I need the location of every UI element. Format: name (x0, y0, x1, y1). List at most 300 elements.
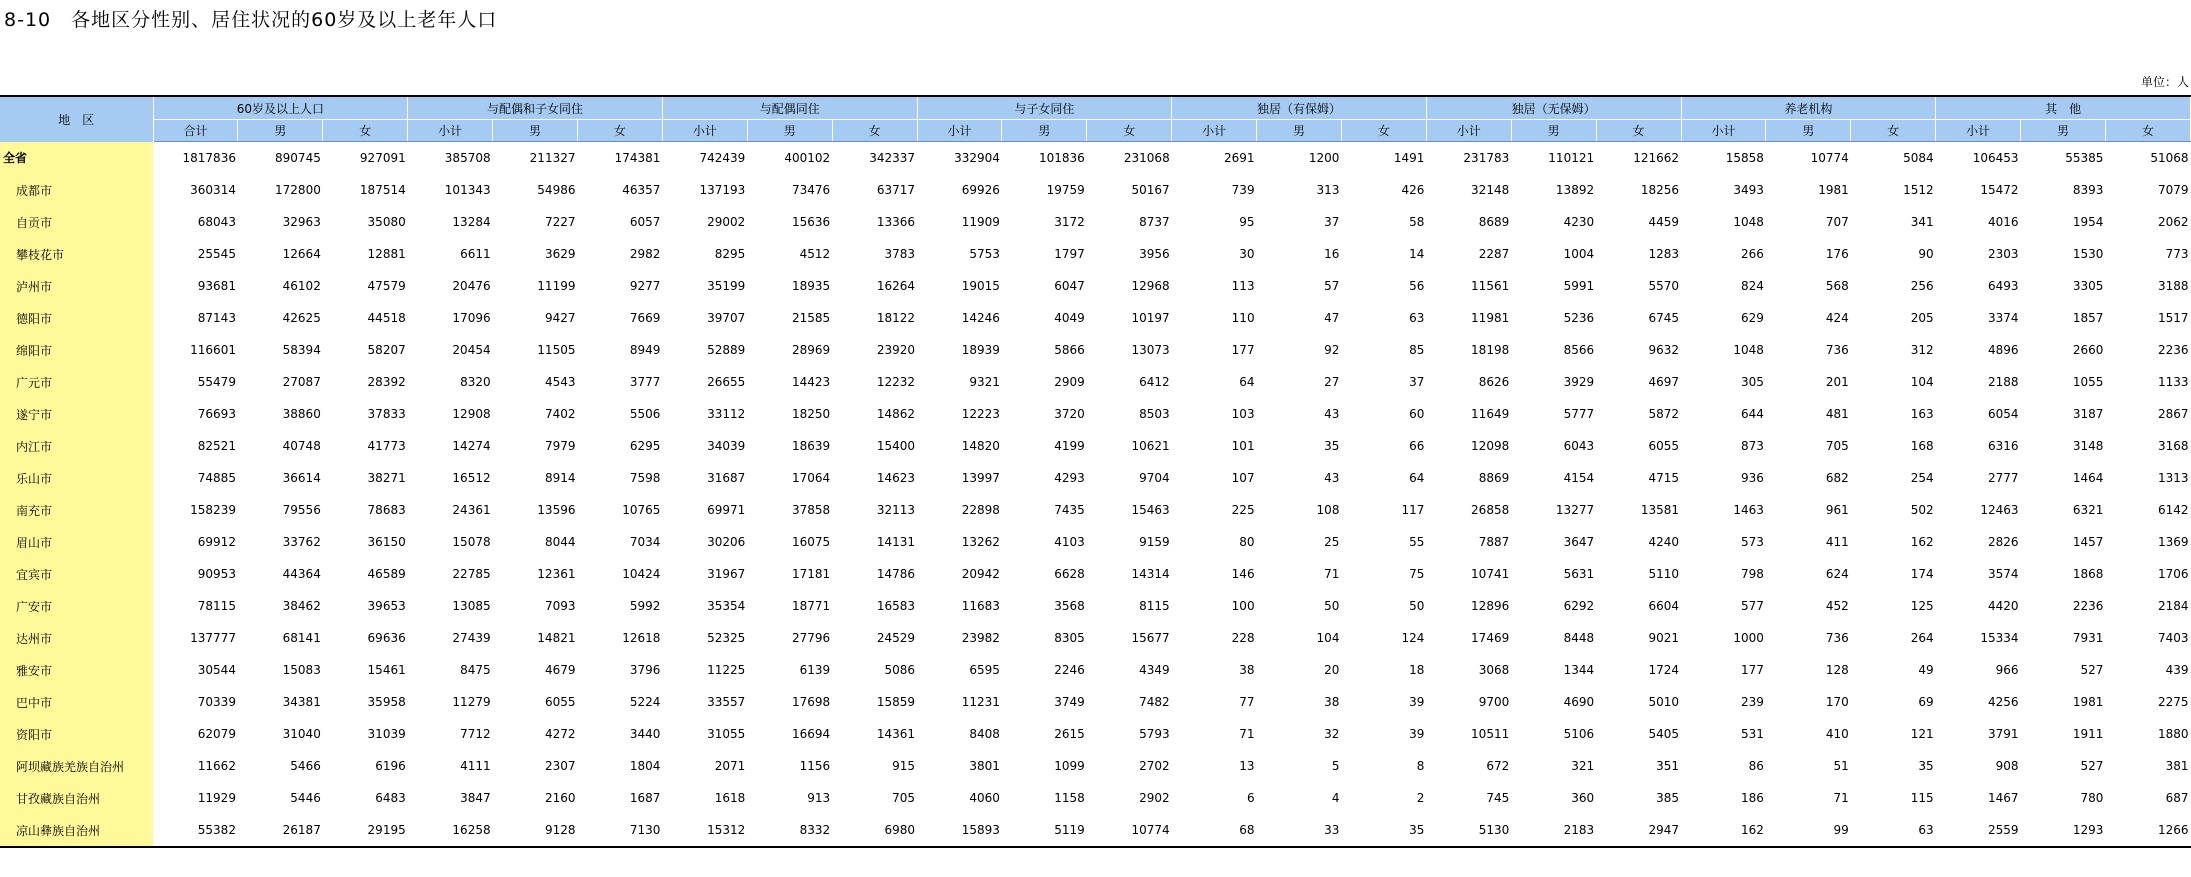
value-cell: 6292 (1563, 599, 1595, 613)
value-cell: 682 (1825, 471, 1849, 485)
value-cell: 86 (1748, 759, 1764, 773)
value-cell: 37 (1409, 375, 1425, 389)
group-header: 独居（有保姆） (1172, 96, 1427, 120)
value-cell: 30 (1239, 247, 1255, 261)
region-cell: 达州市 (0, 622, 153, 654)
value-cell: 1369 (2157, 535, 2189, 549)
sub-header: 男 (493, 120, 578, 142)
value-cell: 12361 (537, 567, 576, 581)
value-cell: 2702 (1139, 759, 1170, 773)
value-cell: 17698 (791, 695, 831, 709)
value-cell: 14820 (961, 439, 1000, 453)
value-cell: 31687 (707, 471, 746, 485)
value-cell: 4060 (969, 791, 1000, 805)
value-cell: 50 (1409, 599, 1425, 613)
value-cell: 1911 (2072, 727, 2104, 741)
value-cell: 20 (1324, 663, 1340, 677)
value-cell: 24361 (452, 503, 491, 517)
value-cell: 15859 (876, 695, 916, 709)
group-header: 与配偶和子女同住 (408, 96, 663, 120)
value-cell: 33557 (707, 695, 746, 709)
region-cell: 成都市 (0, 174, 153, 206)
table-row (0, 750, 2191, 782)
value-cell: 110121 (1548, 151, 1595, 165)
value-cell: 25545 (197, 247, 236, 261)
value-cell: 961 (1825, 503, 1849, 517)
value-cell: 107 (1231, 471, 1255, 485)
value-cell: 410 (1825, 727, 1849, 741)
value-cell: 55479 (197, 375, 236, 389)
value-cell: 14786 (876, 567, 916, 581)
value-cell: 56 (1409, 279, 1425, 293)
value-cell: 14314 (1131, 567, 1170, 581)
value-cell: 13581 (1640, 503, 1680, 517)
value-cell: 2236 (2157, 343, 2189, 357)
value-cell: 6604 (1648, 599, 1680, 613)
value-cell: 75 (1409, 567, 1425, 581)
value-cell: 705 (892, 791, 916, 805)
value-cell: 5405 (1648, 727, 1680, 741)
value-cell: 68043 (197, 215, 236, 229)
value-cell: 1618 (714, 791, 746, 805)
value-cell: 381 (2165, 759, 2189, 773)
value-cell: 128 (1825, 663, 1849, 677)
value-cell: 7669 (629, 311, 661, 325)
value-cell: 3168 (2157, 439, 2189, 453)
value-cell: 2303 (1988, 247, 2019, 261)
value-cell: 101343 (444, 183, 491, 197)
value-cell: 3720 (1054, 407, 1085, 421)
value-cell: 63 (1851, 814, 1936, 847)
value-cell: 12664 (282, 247, 321, 261)
value-cell: 47579 (367, 279, 406, 293)
value-cell: 18198 (1471, 343, 1510, 357)
value-cell: 7712 (460, 727, 491, 741)
value-cell: 13262 (961, 535, 1000, 549)
value-cell: 1099 (1054, 759, 1085, 773)
value-cell: 21585 (791, 311, 831, 325)
value-cell: 231068 (1123, 151, 1170, 165)
value-cell: 8448 (1563, 631, 1595, 645)
value-cell: 23920 (876, 343, 916, 357)
value-cell: 8869 (1478, 471, 1510, 485)
value-cell: 14821 (537, 631, 576, 645)
value-cell: 211327 (529, 151, 576, 165)
value-cell: 1283 (1648, 247, 1680, 261)
value-cell: 162 (1681, 814, 1766, 847)
value-cell: 312 (1910, 343, 1934, 357)
value-cell: 76693 (197, 407, 236, 421)
value-cell: 17181 (791, 567, 831, 581)
value-cell: 7227 (544, 215, 576, 229)
value-cell: 10424 (622, 567, 661, 581)
value-cell: 13073 (1131, 343, 1170, 357)
value-cell: 50 (1324, 599, 1340, 613)
value-cell: 3440 (629, 727, 661, 741)
value-cell: 177 (1231, 343, 1255, 357)
value-cell: 32148 (1471, 183, 1510, 197)
value-cell: 13892 (1555, 183, 1595, 197)
region-cell: 南充市 (0, 494, 153, 526)
value-cell: 38271 (367, 471, 406, 485)
value-cell: 915 (892, 759, 916, 773)
region-cell: 凉山彝族自治州 (0, 814, 153, 847)
value-cell: 10741 (1471, 567, 1510, 581)
value-cell: 6980 (832, 814, 917, 847)
value-cell: 1463 (1733, 503, 1764, 517)
value-cell: 705 (1825, 439, 1849, 453)
value-cell: 2071 (714, 759, 746, 773)
value-cell: 7130 (577, 814, 662, 847)
unit-label: 单位：人 (2140, 75, 2189, 89)
value-cell: 644 (1740, 407, 1764, 421)
value-cell: 27439 (452, 631, 491, 645)
value-cell: 8115 (1139, 599, 1170, 613)
value-cell: 5 (1331, 759, 1340, 773)
value-cell: 104 (1910, 375, 1934, 389)
value-cell: 1156 (799, 759, 831, 773)
table-row (0, 686, 2191, 718)
value-cell: 1133 (2157, 375, 2189, 389)
region-cell: 绵阳市 (0, 334, 153, 366)
value-cell: 824 (1740, 279, 1764, 293)
value-cell: 69971 (707, 503, 746, 517)
value-cell: 1491 (1393, 151, 1425, 165)
value-cell: 32113 (876, 503, 916, 517)
value-cell: 9632 (1648, 343, 1680, 357)
value-cell: 5777 (1563, 407, 1595, 421)
value-cell: 5872 (1648, 407, 1680, 421)
value-cell: 41773 (367, 439, 406, 453)
value-cell: 30544 (197, 663, 236, 677)
value-cell: 8 (1416, 759, 1425, 773)
value-cell: 1313 (2157, 471, 2189, 485)
value-cell: 38 (1239, 663, 1255, 677)
value-cell: 6295 (629, 439, 661, 453)
value-cell: 6611 (460, 247, 491, 261)
value-cell: 13997 (961, 471, 1000, 485)
value-cell: 264 (1910, 631, 1934, 645)
value-cell: 2867 (2157, 407, 2189, 421)
value-cell: 24529 (876, 631, 916, 645)
value-cell: 10511 (1471, 727, 1510, 741)
sub-header: 男 (1002, 120, 1087, 142)
sub-header: 女 (323, 120, 408, 142)
value-cell: 80 (1239, 535, 1255, 549)
value-cell: 33112 (707, 407, 746, 421)
value-cell: 64 (1409, 471, 1425, 485)
value-cell: 116601 (190, 343, 236, 357)
value-cell: 16075 (791, 535, 831, 549)
value-cell: 4049 (1054, 311, 1085, 325)
value-cell: 18935 (791, 279, 831, 293)
value-cell: 63 (1409, 311, 1425, 325)
value-cell: 360 (1571, 791, 1595, 805)
value-cell: 12098 (1471, 439, 1510, 453)
value-cell: 4154 (1563, 471, 1595, 485)
value-cell: 2160 (544, 791, 576, 805)
value-cell: 13366 (876, 215, 916, 229)
value-cell: 90953 (197, 567, 236, 581)
value-cell: 873 (1740, 439, 1764, 453)
value-cell: 68141 (282, 631, 321, 645)
region-cell: 遂宁市 (0, 398, 153, 430)
value-cell: 8320 (460, 375, 491, 389)
value-cell: 16258 (408, 814, 493, 847)
value-cell: 3374 (1988, 311, 2019, 325)
value-cell: 121 (1910, 727, 1934, 741)
value-cell: 225 (1231, 503, 1255, 517)
page-title: 8-10 各地区分性别、居住状况的60岁及以上老年人口 (4, 9, 498, 31)
value-cell: 8566 (1563, 343, 1595, 357)
value-cell: 1517 (2157, 311, 2189, 325)
value-cell: 9700 (1478, 695, 1510, 709)
value-cell: 2826 (1988, 535, 2019, 549)
value-cell: 1457 (2072, 535, 2104, 549)
value-cell: 95 (1239, 215, 1255, 229)
value-cell: 7482 (1139, 695, 1170, 709)
value-cell: 18 (1409, 663, 1425, 677)
value-cell: 121662 (1633, 151, 1680, 165)
value-cell: 9128 (493, 814, 578, 847)
table-row (0, 526, 2191, 558)
value-cell: 9277 (629, 279, 661, 293)
value-cell: 29002 (707, 215, 746, 229)
value-cell: 37858 (791, 503, 831, 517)
region-column-header: 地 区 (0, 96, 153, 142)
value-cell: 8626 (1478, 375, 1510, 389)
value-cell: 20476 (452, 279, 491, 293)
value-cell: 3187 (2072, 407, 2104, 421)
value-cell: 360314 (190, 183, 236, 197)
value-cell: 38462 (282, 599, 321, 613)
value-cell: 71 (1324, 567, 1340, 581)
value-cell: 44364 (282, 567, 321, 581)
value-cell: 146 (1231, 567, 1255, 581)
value-cell: 8949 (629, 343, 661, 357)
sub-header: 女 (1851, 120, 1936, 142)
value-cell: 6321 (2072, 503, 2104, 517)
value-cell: 7598 (629, 471, 661, 485)
value-cell: 22785 (452, 567, 491, 581)
value-cell: 5130 (1426, 814, 1511, 847)
value-cell: 68 (1172, 814, 1257, 847)
value-cell: 60 (1409, 407, 1425, 421)
value-cell: 6493 (1988, 279, 2019, 293)
value-cell: 101 (1231, 439, 1255, 453)
value-cell: 4690 (1563, 695, 1595, 709)
value-cell: 3568 (1054, 599, 1085, 613)
value-cell: 10197 (1131, 311, 1170, 325)
value-cell: 6047 (1054, 279, 1085, 293)
value-cell: 5010 (1648, 695, 1680, 709)
value-cell: 14246 (961, 311, 1000, 325)
value-cell: 12908 (452, 407, 491, 421)
value-cell: 5106 (1563, 727, 1595, 741)
sub-header: 小计 (917, 120, 1002, 142)
value-cell: 43 (1324, 471, 1340, 485)
value-cell: 385 (1656, 791, 1680, 805)
value-cell: 101836 (1038, 151, 1085, 165)
sub-header: 女 (2105, 120, 2190, 142)
value-cell: 19015 (961, 279, 1000, 293)
value-cell: 74885 (197, 471, 236, 485)
value-cell: 37833 (367, 407, 406, 421)
value-cell: 6055 (544, 695, 576, 709)
value-cell: 33762 (282, 535, 321, 549)
value-cell: 58394 (282, 343, 321, 357)
value-cell: 5110 (1648, 567, 1680, 581)
value-cell: 15893 (917, 814, 1002, 847)
value-cell: 2947 (1596, 814, 1681, 847)
value-cell: 22898 (961, 503, 1000, 517)
value-cell: 35958 (367, 695, 406, 709)
value-cell: 452 (1825, 599, 1849, 613)
value-cell: 313 (1316, 183, 1340, 197)
value-cell: 39 (1409, 727, 1425, 741)
value-cell: 687 (2165, 791, 2189, 805)
value-cell: 32963 (282, 215, 321, 229)
value-cell: 5992 (629, 599, 661, 613)
table-row (0, 558, 2191, 590)
value-cell: 13277 (1555, 503, 1595, 517)
value-cell: 17096 (452, 311, 491, 325)
value-cell: 104 (1316, 631, 1340, 645)
value-cell: 1857 (2072, 311, 2104, 325)
value-cell: 254 (1910, 471, 1934, 485)
value-cell: 35 (1341, 814, 1426, 847)
value-cell: 9427 (544, 311, 576, 325)
value-cell: 4199 (1054, 439, 1085, 453)
sub-header: 合计 (153, 120, 238, 142)
value-cell: 10621 (1131, 439, 1170, 453)
value-cell: 37 (1324, 215, 1340, 229)
value-cell: 4272 (544, 727, 576, 741)
value-cell: 231783 (1463, 151, 1510, 165)
value-cell: 11561 (1471, 279, 1510, 293)
group-header: 其 他 (1936, 96, 2191, 120)
value-cell: 205 (1910, 311, 1934, 325)
value-cell: 50167 (1131, 183, 1170, 197)
value-cell: 12896 (1471, 599, 1510, 613)
value-cell: 158239 (190, 503, 236, 517)
value-cell: 19759 (1046, 183, 1085, 197)
value-cell: 93681 (197, 279, 236, 293)
region-cell: 雅安市 (0, 654, 153, 686)
value-cell: 49 (1918, 663, 1934, 677)
sub-header: 女 (1341, 120, 1426, 142)
value-cell: 16 (1324, 247, 1340, 261)
value-cell: 18250 (791, 407, 831, 421)
value-cell: 3796 (629, 663, 661, 677)
group-header: 60岁及以上人口 (153, 96, 408, 120)
value-cell: 305 (1740, 375, 1764, 389)
value-cell: 39707 (707, 311, 746, 325)
value-cell: 71 (1239, 727, 1255, 741)
value-cell: 1293 (2021, 814, 2106, 847)
value-cell: 3305 (2072, 279, 2104, 293)
value-cell: 8393 (2072, 183, 2104, 197)
value-cell: 8408 (969, 727, 1000, 741)
value-cell: 11909 (961, 215, 1000, 229)
sub-header: 小计 (1426, 120, 1511, 142)
value-cell: 5631 (1563, 567, 1595, 581)
value-cell: 4715 (1648, 471, 1680, 485)
value-cell: 79556 (282, 503, 321, 517)
value-cell: 11231 (961, 695, 1000, 709)
value-cell: 163 (1910, 407, 1934, 421)
value-cell: 6196 (375, 759, 406, 773)
value-cell: 5793 (1139, 727, 1170, 741)
sub-header: 小计 (1172, 120, 1257, 142)
value-cell: 10774 (1087, 814, 1172, 847)
region-cell: 自贡市 (0, 206, 153, 238)
value-cell: 38 (1324, 695, 1340, 709)
table-row (0, 622, 2191, 654)
value-cell: 46357 (622, 183, 661, 197)
value-cell: 186 (1740, 791, 1764, 805)
value-cell: 176 (1825, 247, 1849, 261)
value-cell: 351 (1656, 759, 1680, 773)
value-cell: 58 (1409, 215, 1425, 229)
table-row (0, 782, 2191, 814)
table-row (0, 718, 2191, 750)
value-cell: 14361 (876, 727, 916, 741)
value-cell: 332904 (954, 151, 1000, 165)
value-cell: 26858 (1471, 503, 1510, 517)
value-cell: 1706 (2157, 567, 2189, 581)
value-cell: 14131 (876, 535, 916, 549)
value-cell: 35199 (707, 279, 746, 293)
region-cell: 泸州市 (0, 270, 153, 302)
value-cell: 7093 (544, 599, 576, 613)
value-cell: 1687 (629, 791, 661, 805)
value-cell: 23982 (961, 631, 1000, 645)
value-cell: 2246 (1054, 663, 1085, 677)
sub-header: 男 (747, 120, 832, 142)
value-cell: 17064 (791, 471, 831, 485)
region-cell: 广安市 (0, 590, 153, 622)
value-cell: 16264 (876, 279, 916, 293)
value-cell: 12618 (622, 631, 661, 645)
value-cell: 3574 (1988, 567, 2019, 581)
value-cell: 172800 (275, 183, 321, 197)
value-cell: 5236 (1563, 311, 1595, 325)
group-header: 养老机构 (1681, 96, 1936, 120)
value-cell: 11505 (537, 343, 576, 357)
value-cell: 28969 (791, 343, 831, 357)
value-cell: 35 (1918, 759, 1934, 773)
value-cell: 40748 (282, 439, 321, 453)
value-cell: 5119 (1002, 814, 1087, 847)
value-cell: 10774 (1810, 151, 1849, 165)
value-cell: 6628 (1054, 567, 1085, 581)
value-cell: 4459 (1648, 215, 1680, 229)
region-cell: 全省 (0, 142, 153, 175)
value-cell: 400102 (784, 151, 831, 165)
value-cell: 4 (1331, 791, 1340, 805)
value-cell: 11199 (537, 279, 576, 293)
value-cell: 1266 (2105, 814, 2190, 847)
value-cell: 16694 (791, 727, 831, 741)
value-cell: 3647 (1563, 535, 1595, 549)
value-cell: 908 (1995, 759, 2019, 773)
value-cell: 573 (1740, 535, 1764, 549)
value-cell: 672 (1486, 759, 1510, 773)
value-cell: 1530 (2072, 247, 2104, 261)
group-header: 独居（无保姆） (1426, 96, 1681, 120)
region-cell: 广元市 (0, 366, 153, 398)
